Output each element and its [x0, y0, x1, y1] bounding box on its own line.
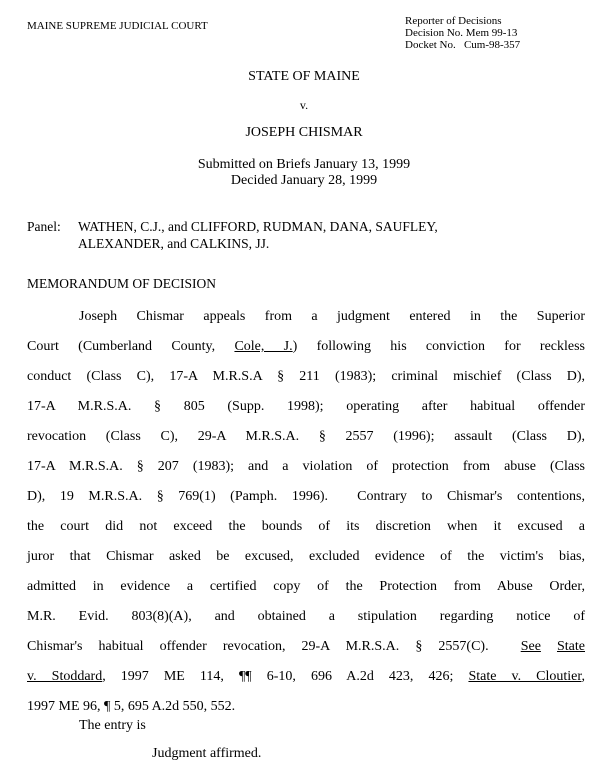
body-line: M.R. Evid. 803(8)(A), and obtained a stipulation regarding notice of: [27, 609, 585, 624]
body-line: the court did not exceed the bounds of its discretion when it excused a: [27, 519, 585, 534]
text: ,: [581, 669, 585, 684]
reporter-block: [405, 15, 520, 51]
body-line: [27, 332, 585, 362]
body-line: conduct (Class C), 17-A M.R.S.A § 211 (1983); criminal mischief (Class D),: [27, 369, 585, 384]
body-line: D), 19 M.R.S.A. § 769(1) (Pamph. 1996). Contrary to Chismar's contentions,: [27, 489, 585, 504]
defendant: JOSEPH CHISMAR: [245, 125, 363, 140]
decided-date: Decided January 28, 1999: [230, 173, 378, 188]
body-line: 17-A M.R.S.A. § 805 (Supp. 1998); operating after habitual offender: [27, 399, 585, 414]
submitted-date: Submitted on Briefs January 13, 1999: [197, 157, 411, 172]
body-line: 1997 ME 96, ¶ 5, 695 A.2d 550, 552.: [27, 699, 236, 714]
panel-label: Panel:: [27, 219, 61, 234]
versus: v.: [299, 98, 309, 112]
judgment: Judgment affirmed.: [152, 746, 262, 761]
entry-label: The entry is: [79, 718, 146, 733]
body-line: 17-A M.R.S.A. § 207 (1983); and a violation of protection from abuse (Class: [27, 459, 585, 474]
text: Court (Cumberland County,: [27, 339, 235, 354]
body-line: revocation (Class C), 29-A M.R.S.A. § 2557 (1996); assault (Class D),: [27, 429, 585, 444]
citation-cloutier: State v. Cloutier: [468, 669, 582, 684]
text: ) following his conviction for reckless: [292, 339, 586, 354]
text: , 1997 ME 114, ¶¶ 6-10, 696 A.2d 423, 426;: [102, 669, 469, 684]
panel-line-2: ALEXANDER, and CALKINS, JJ.: [78, 236, 270, 251]
court-name: MAINE SUPREME JUDICIAL COURT: [27, 20, 208, 32]
body-line: [27, 662, 585, 692]
docket-number: Docket No. Cum-98-357: [405, 39, 521, 51]
body-line: juror that Chismar asked be excused, excluded evidence of the victim's bias,: [27, 549, 585, 564]
reporter-label: Reporter of Decisions: [405, 15, 502, 27]
judge-name: Cole, J.: [234, 339, 293, 354]
memo-title: MEMORANDUM OF DECISION: [27, 276, 217, 291]
see-signal: See: [520, 639, 541, 654]
text: Chismar's habitual offender revocation, 29-A M.R.S.A. § 2557(C).: [27, 639, 521, 654]
plaintiff: STATE OF MAINE: [248, 69, 360, 84]
body-line: [27, 632, 585, 662]
panel: [27, 218, 438, 252]
decision-number: Decision No. Mem 99-13: [405, 27, 518, 39]
body-line: admitted in evidence a certified copy of the Protection from Abuse Order,: [27, 579, 585, 594]
panel-line-1: WATHEN, C.J., and CLIFFORD, RUDMAN, DANA, SAUFLEY,: [78, 219, 438, 234]
citation-stoddard-start: State: [557, 639, 585, 654]
citation-stoddard: v. Stoddard: [27, 669, 103, 684]
body-line: Joseph Chismar appeals from a judgment entered in the Superior: [79, 309, 585, 324]
decision-body: [27, 302, 585, 722]
